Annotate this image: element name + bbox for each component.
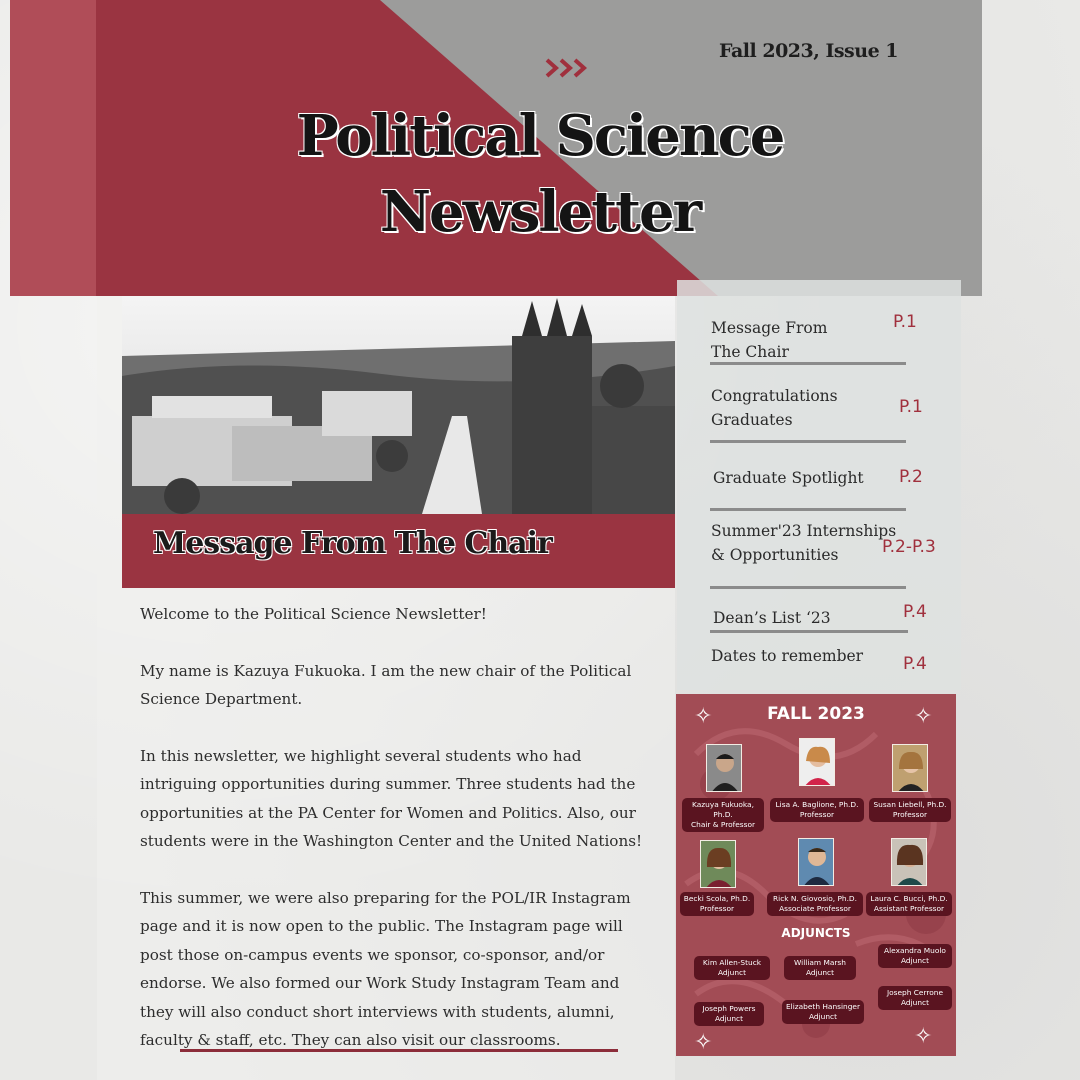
faculty-portrait: [700, 840, 736, 888]
member-name: Kazuya Fukuoka, Ph.D.: [692, 800, 754, 819]
toc-item-label: Dates to remember: [711, 647, 864, 665]
member-name: Rick N. Giovosio, Ph.D.: [773, 894, 857, 903]
toc-item-label: Message From The Chair: [711, 319, 828, 361]
issue-label: Fall 2023, Issue 1: [719, 40, 898, 62]
toc-divider: [710, 630, 908, 633]
member-role: Chair & Professor: [690, 820, 756, 829]
adjunct-tag: [694, 956, 770, 980]
member-name: Joseph Powers: [702, 1004, 756, 1013]
toc-item[interactable]: [711, 384, 916, 432]
member-name: Elizabeth Hansinger: [786, 1002, 860, 1011]
toc-item[interactable]: [711, 644, 916, 668]
toc-item-label: Dean’s List ‘23: [713, 609, 831, 627]
member-role: Professor: [892, 810, 928, 819]
red-edge-strip: [10, 0, 96, 296]
chevrons-icon: [545, 58, 591, 78]
faculty-panel: [676, 694, 956, 1056]
sparkle-icon: ✧: [914, 704, 933, 729]
member-name: Becki Scola, Ph.D.: [683, 894, 751, 903]
member-name: Susan Liebell, Ph.D.: [873, 800, 947, 809]
toc-item-page: P.2-P.3: [882, 537, 936, 557]
member-name: Alexandra Muolo: [884, 946, 946, 955]
table-of-contents: [677, 280, 961, 690]
newsletter-title: [290, 98, 790, 250]
member-name: Joseph Cerrone: [886, 988, 944, 997]
toc-item-page: P.1: [893, 312, 917, 332]
title-line-2: Newsletter: [379, 179, 701, 245]
toc-item-label: Graduate Spotlight: [713, 469, 864, 487]
adjuncts-title: ADJUNCTS: [781, 926, 851, 940]
member-role: Adjunct: [806, 968, 834, 977]
faculty-portrait: [891, 838, 927, 886]
letter-paragraph: This summer, we were also preparing for the POL/IR Instagram page and it is now open to the public. The Instagram page will post those on-campus events we sponsor, co-sponsor, and/or endorse. We also formed our Work Study Instagram Team and they will also conduct short interviews with students, alumni, faculty & staff, etc. They can also visit our classrooms.: [140, 889, 631, 1050]
member-name: William Marsh: [794, 958, 846, 967]
member-role: Adjunct: [901, 998, 929, 1007]
sparkle-icon: ✧: [694, 1030, 713, 1055]
adjunct-tag: [782, 1000, 864, 1024]
faculty-member-tag: [682, 798, 764, 832]
member-name: Lisa A. Baglione, Ph.D.: [775, 800, 859, 809]
faculty-member-tag: [869, 798, 951, 822]
campus-photo: [122, 296, 675, 514]
faculty-portrait: [892, 744, 928, 792]
faculty-member-tag: [767, 892, 863, 916]
letter-paragraph: My name is Kazuya Fukuoka. I am the new chair of the Political Science Department.: [140, 661, 632, 709]
faculty-portrait: [706, 744, 742, 792]
toc-item[interactable]: [713, 606, 918, 630]
faculty-portrait: [799, 738, 835, 786]
adjunct-tag: [878, 986, 952, 1010]
toc-divider: [710, 440, 906, 443]
member-role: Professor: [699, 904, 735, 913]
member-role: Adjunct: [809, 1012, 837, 1021]
adjunct-tag: [694, 1002, 764, 1026]
toc-item-page: P.1: [899, 397, 923, 417]
chair-letter: [140, 600, 650, 1054]
toc-item[interactable]: [711, 316, 916, 364]
faculty-member-tag: [866, 892, 952, 916]
member-role: Associate Professor: [779, 904, 851, 913]
toc-divider: [710, 508, 906, 511]
section-title: Message From The Chair: [153, 526, 552, 561]
toc-item-label: Summer'23 Internships & Opportunities: [711, 522, 897, 564]
adjunct-tag: [784, 956, 856, 980]
faculty-member-tag: [770, 798, 864, 822]
toc-divider: [710, 362, 906, 365]
member-role: Adjunct: [715, 1014, 743, 1023]
letter-paragraph: Welcome to the Political Science Newsletter!: [140, 605, 487, 623]
member-role: Assistant Professor: [873, 904, 945, 913]
toc-item-page: P.4: [903, 654, 927, 674]
faculty-portrait: [798, 838, 834, 886]
member-name: Laura C. Bucci, Ph.D.: [870, 894, 948, 903]
faculty-member-tag: [680, 892, 754, 916]
member-role: Adjunct: [901, 956, 929, 965]
sparkle-icon: ✧: [914, 1024, 933, 1049]
toc-item[interactable]: [713, 466, 918, 490]
faculty-title: FALL 2023: [767, 704, 865, 724]
toc-divider: [710, 586, 906, 589]
member-role: Professor: [799, 810, 835, 819]
sparkle-icon: ✧: [694, 704, 713, 729]
member-name: Kim Allen-Stuck: [702, 958, 762, 967]
toc-item-page: P.2: [899, 467, 923, 487]
toc-item-label: Congratulations Graduates: [711, 387, 838, 429]
letter-paragraph: In this newsletter, we highlight several students who had intriguing opportunities during summer. Three students had the opportunities at the PA Center for Women and Politics. Also, our students were in the Washington Center and the United Nations!: [140, 747, 643, 851]
bottom-divider: [180, 1049, 618, 1052]
toc-item-page: P.4: [903, 602, 927, 622]
member-role: Adjunct: [718, 968, 746, 977]
adjunct-tag: [878, 944, 952, 968]
title-line-1: Political Science: [296, 103, 784, 169]
